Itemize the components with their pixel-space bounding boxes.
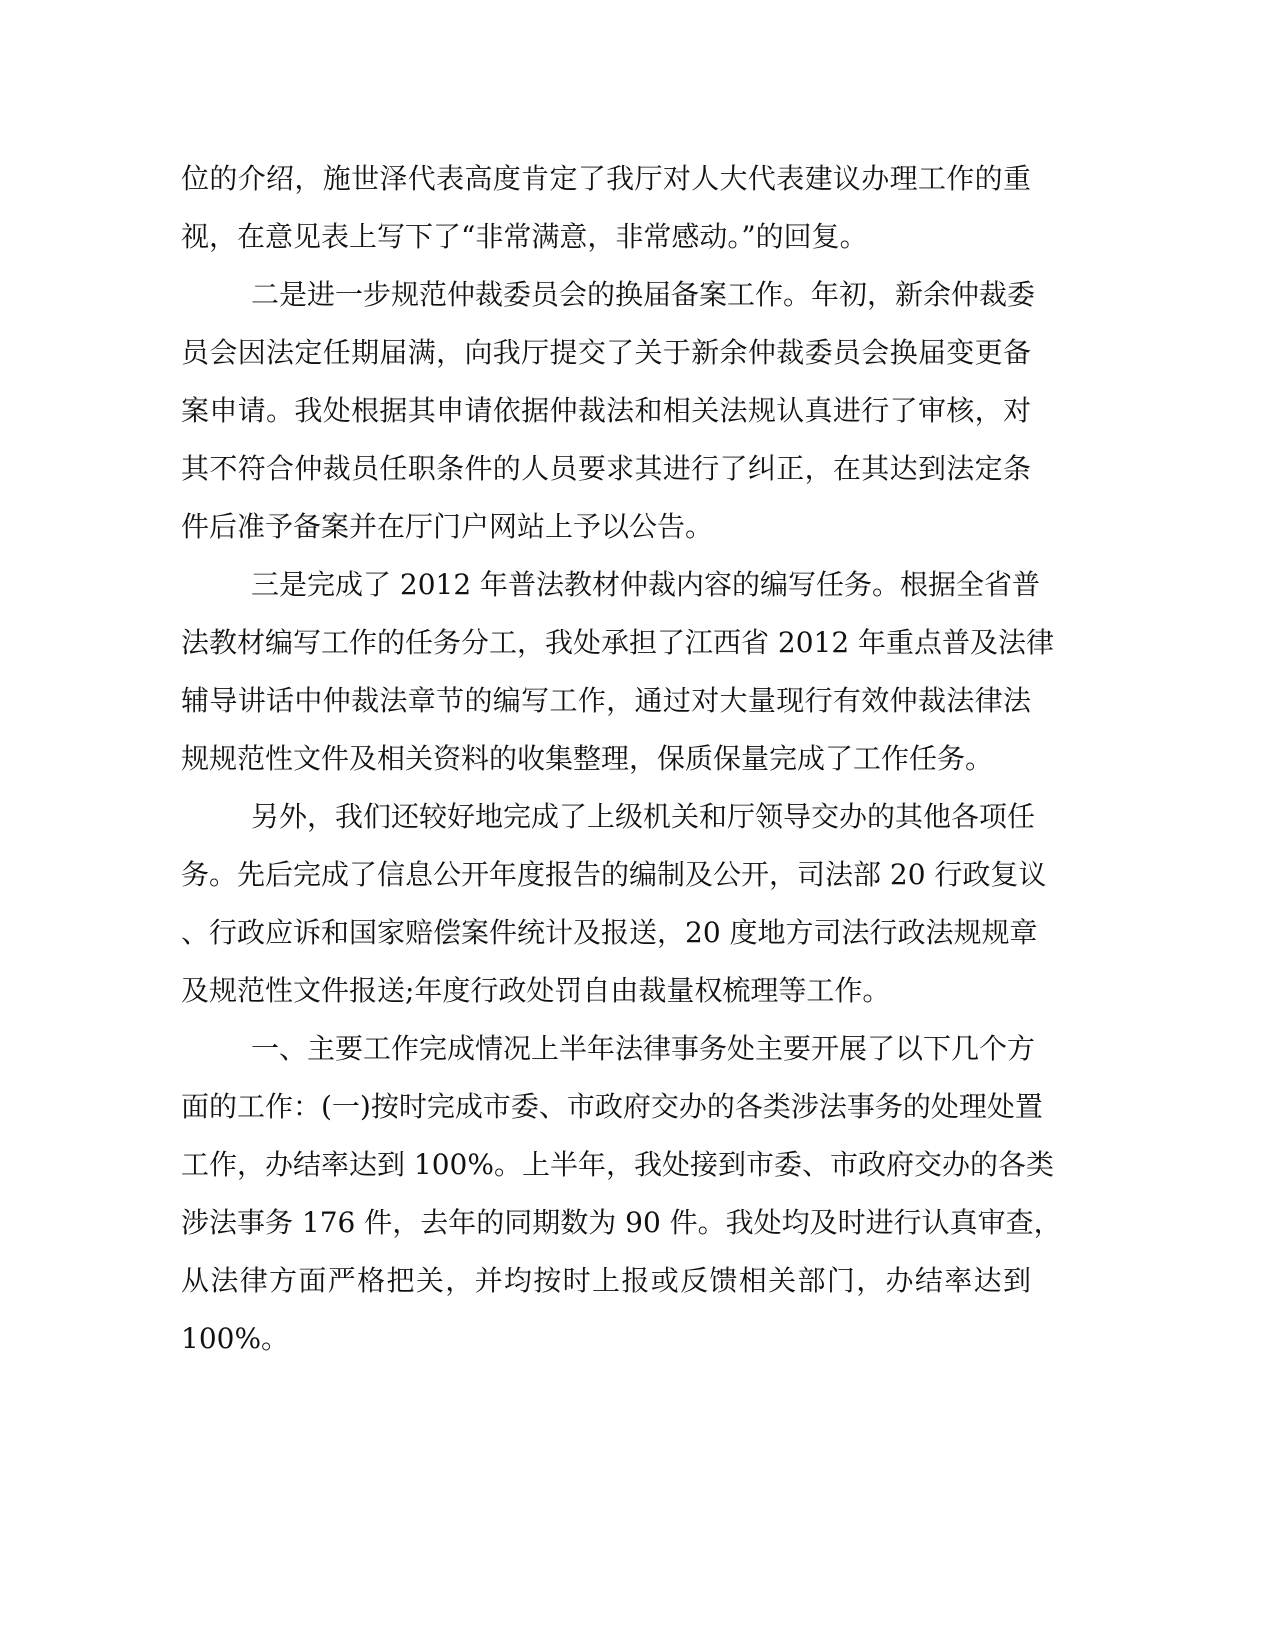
text-line-1: 位的介绍，施世泽代表高度肯定了我厅对人大代表建议办理工作的重 [181,162,1031,195]
paragraph-5-line-6: 100%。 [181,1322,290,1355]
paragraph-2-line-1: 二是进一步规范仲裁委员会的换届备案工作。年初，新余仲裁委 [251,278,1036,311]
paragraph-4-line-2: 务。先后完成了信息公开年度报告的编制及公开，司法部 20 行政复议 [181,858,1047,891]
paragraph-5-line-2: 面的工作：(一)按时完成市委、市政府交办的各类涉法事务的处理处置 [181,1090,1043,1123]
paragraph-2-line-2: 员会因法定任期届满，向我厅提交了关于新余仲裁委员会换届变更备 [181,336,1031,369]
paragraph-4-line-3: 、行政应诉和国家赔偿案件统计及报送，20 度地方司法行政法规规章 [181,916,1038,949]
paragraph-4-line-4: 及规范性文件报送;年度行政处罚自由裁量权梳理等工作。 [181,974,891,1007]
paragraph-3-line-4: 规规范性文件及相关资料的收集整理，保质保量完成了工作任务。 [181,742,994,775]
paragraph-5-line-5: 从法律方面严格把关，并均按时上报或反馈相关部门，办结率达到 [181,1264,1031,1297]
paragraph-3-line-2: 法教材编写工作的任务分工，我处承担了江西省 2012 年重点普及法律 [181,626,1055,659]
paragraph-2-line-3: 案申请。我处根据其申请依据仲裁法和相关法规认真进行了审核，对 [181,394,1031,427]
paragraph-5-line-4: 涉法事务 176 件，去年的同期数为 90 件。我处均及时进行认真审查， [181,1206,1062,1239]
paragraph-3-line-3: 辅导讲话中仲裁法章节的编写工作，通过对大量现行有效仲裁法律法 [181,684,1031,717]
text-line-2: 视，在意见表上写下了“非常满意，非常感动。”的回复。 [181,220,868,253]
paragraph-5-line-1: 一、主要工作完成情况上半年法律事务处主要开展了以下几个方 [251,1032,1036,1065]
paragraph-4-line-1: 另外，我们还较好地完成了上级机关和厅领导交办的其他各项任 [251,800,1036,833]
paragraph-5-line-3: 工作，办结率达到 100%。上半年，我处接到市委、市政府交办的各类 [181,1148,1054,1181]
document-body [181,150,1062,1368]
paragraph-2-line-5: 件后准予备案并在厅门户网站上予以公告。 [181,510,714,543]
paragraph-3-line-1: 三是完成了 2012 年普法教材仲裁内容的编写任务。根据全省普 [251,568,1041,601]
paragraph-2-line-4: 其不符合仲裁员任职条件的人员要求其进行了纠正，在其达到法定条 [181,452,1031,485]
